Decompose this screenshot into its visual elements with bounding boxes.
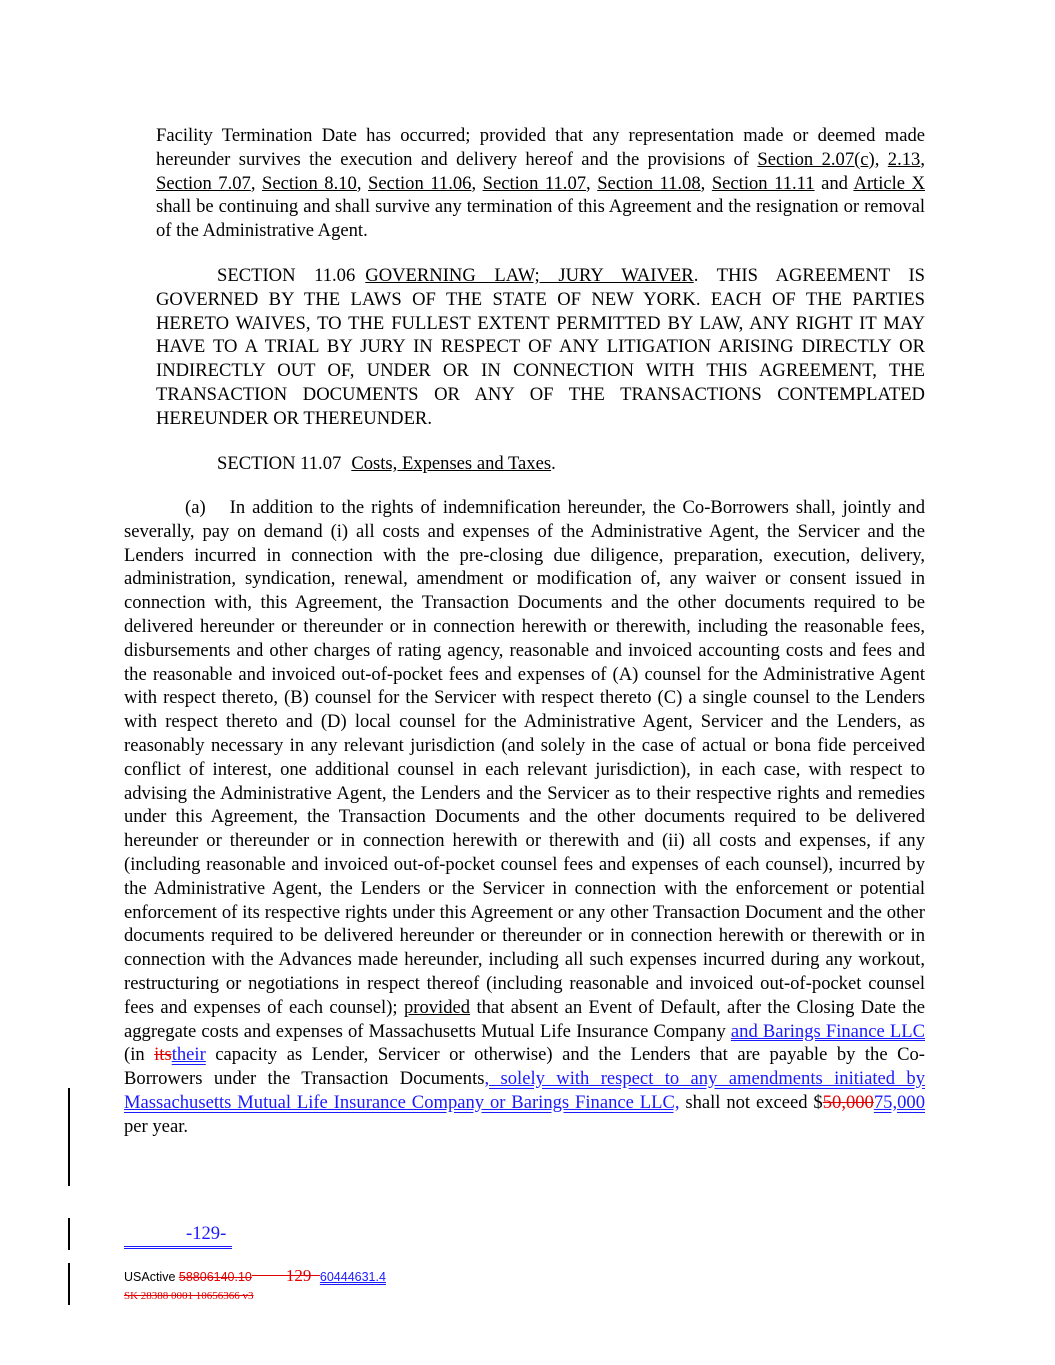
section-ref: 2.13 [887, 148, 921, 170]
provided-term: provided [403, 996, 471, 1018]
separator: , [356, 172, 368, 194]
footer-doc-id [124, 1268, 386, 1285]
separator: and [814, 172, 854, 194]
section-ref: Section 8.10 [262, 172, 357, 194]
section-ref: Section 11.07 [482, 172, 587, 194]
deleted-text: 50,000 [822, 1091, 874, 1113]
section-number: SECTION 11.06 [217, 265, 356, 286]
heading-period: . [551, 453, 556, 474]
footer-old-reference: SK 28388 0001 10656366 v3 [124, 1290, 254, 1302]
change-bar [68, 1218, 70, 1250]
clause-text: per year. [124, 1115, 189, 1137]
section-number: SECTION 11.07 [217, 453, 342, 474]
section-body: . THIS AGREEMENT IS GOVERNED BY THE LAWS OF THE STATE OF NEW YORK. EACH OF THE PARTIES HERETO WAIVES, TO THE FULLEST EXTENT PERMITTED BY LAW, ANY RIGHT IT MAY HAVE TO A TRIAL BY JURY IN RESPECT OF ANY LITIGATION ARISING DIRECTLY OR INDIRECTLY OUT OF, UNDER OR IN CONNECTION WITH THIS AGREEMENT, THE TRANSACTION DOCUMENTS OR ANY OF THE TRANSACTIONS CONTEMPLATED HEREUNDER OR THEREUNDER. [156, 265, 925, 429]
clause-text: shall not exceed $ [679, 1091, 823, 1113]
inserted-text: and Barings Finance LLC [730, 1020, 925, 1042]
inserted-text: their [171, 1044, 206, 1066]
clause-text: (in [124, 1044, 155, 1066]
separator: , [920, 148, 925, 170]
separator: , [874, 148, 888, 170]
separator: , [471, 172, 483, 194]
section-heading: Costs, Expenses and Taxes [351, 453, 552, 474]
old-doc-id: 58806140.10 [178, 1270, 252, 1284]
section-ref: Section 11.08 [597, 172, 701, 194]
inserted-text: , solely with respect to any amendments initiated by Massachusetts Mutual Life Insurance Company or Barings Finance LLC, [124, 1068, 925, 1113]
new-doc-id: 60444631.4 [319, 1270, 386, 1284]
continuation-tail: shall be continuing and shall survive any termination of this Agreement and the resignation or removal of the Administrative Agent. [156, 196, 925, 242]
section-11-07-heading-line [156, 452, 925, 476]
change-bar [68, 1088, 70, 1186]
clause-a-paragraph [124, 496, 925, 1139]
clause-text: that absent an Event of Default, after the Closing Date the aggregate costs and expenses of Massachusetts Mutual Life Insurance Company [124, 996, 925, 1042]
section-ref: Section 11.06 [368, 172, 472, 194]
clause-text: capacity as Lender, Servicer or otherwise) and the Lenders that are payable by the Co-Borrowers under the Transaction Documents [124, 1044, 925, 1090]
clause-text: In addition to the rights of indemnification hereunder, the Co-Borrowers shall, jointly and severally, pay on demand (i) all costs and expenses of the Administrative Agent, the Servicer and the Lenders incurred in connection with the pre-closing due diligence, preparation, execution, delivery, administration, syndication, renewal, amendment or modification of, any waiver or consent issued in connection with, this Agreement, the Transaction Documents and the other documents required to be delivered hereunder or thereunder or in connection herewith or therewith, including the reasonable fees, disbursements and other charges of rating agency, reasonable and invoiced accounting costs and fees and the reasonable and invoiced out-of-pocket fees and expenses of (A) counsel for the Administrative Agent with respect thereto, (B) counsel for the Servicer with respect thereto (C) a single counsel to the Lenders with respect thereto and (D) local counsel for the Administrative Agent, Servicer and the Lenders, as reasonably necessary in any relevant jurisdiction (and solely in the case of actual or bona fide perceived conflict of interest, one additional counsel in each relevant jurisdiction), in each case, with respect to advising the Administrative Agent, the Lenders and the Servicer as to their respective rights and remedies under this Agreement, the Transaction Documents and the other documents required to be delivered hereunder or thereunder or in connection herewith or therewith and (ii) all costs and expenses, if any (including reasonable and invoiced out-of-pocket counsel fees and expenses of each counsel), incurred by the Administrative Agent, the Lenders or the Servicer in connection with the enforcement or potential enforcement of its respective rights under this Agreement or any other Transaction Document and the other documents required to be delivered hereunder or thereunder or in connection herewith or therewith or in connection with the Advances made hereunder, including all such expenses incurred during any workout, restructuring or negotiations in respect thereof (including reasonable and invoiced out-of-pocket counsel fees and expenses of each counsel); [124, 497, 925, 1018]
separator: , [700, 172, 712, 194]
continuation-lead: Facility Termination Date has occurred; provided that any representation made or deemed made hereunder survives the execution and delivery hereof and the provisions of [156, 125, 925, 170]
section-heading: GOVERNING LAW; JURY WAIVER [365, 265, 694, 286]
deleted-text: its [154, 1044, 172, 1066]
page-number-text: -129- [186, 1223, 227, 1244]
footer-doc-label: USActive [124, 1270, 179, 1284]
clause-label: (a) [185, 497, 206, 518]
page-number [124, 1222, 232, 1249]
continuation-paragraph [156, 124, 925, 243]
separator: , [250, 172, 262, 194]
section-ref: Section 11.11 [711, 172, 815, 194]
section-11-06-paragraph [156, 264, 925, 431]
section-ref: Section 7.07 [156, 172, 251, 194]
inserted-text: 75,000 [873, 1091, 925, 1113]
article-ref: Article X [853, 172, 926, 194]
change-bar [68, 1263, 70, 1305]
old-page-number: 129 [285, 1266, 312, 1285]
section-ref: Section 2.07(c) [757, 148, 875, 170]
separator: , [586, 172, 598, 194]
